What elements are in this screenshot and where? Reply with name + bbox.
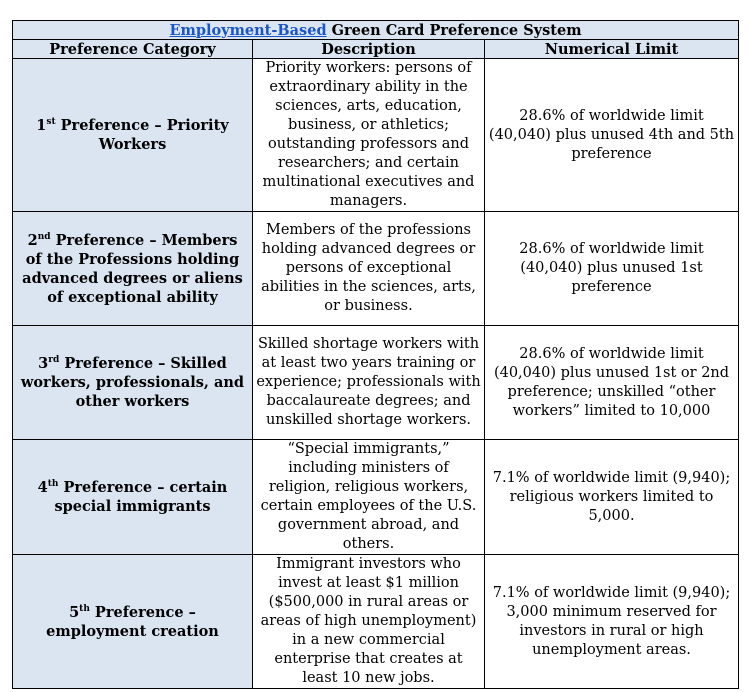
table-title — [13, 21, 739, 40]
category-label: Preference – certain special immigrants — [54, 479, 228, 515]
table-title-row — [13, 21, 739, 40]
table-row — [13, 555, 739, 689]
category-number: 5 — [69, 603, 80, 621]
category-label: Preference – employment creation — [46, 603, 219, 640]
preference-category-cell — [13, 212, 253, 326]
table-title-text: Green Card Preference System — [326, 21, 582, 39]
description-cell: Immigrant investors who invest at least $1 million ($500,000 in rural areas or areas of high unemployment) in a new commercial enterprise that creates at least 10 new jobs. — [253, 555, 485, 689]
table-row — [13, 59, 739, 212]
numerical-limit-cell: 28.6% of worldwide limit (40,040) plus unused 1st or 2nd preference; unskilled “other workers” limited to 10,000 — [485, 326, 739, 440]
description-cell: Priority workers: persons of extraordinary ability in the sciences, arts, education, business, or athletics; outstanding professors and researchers; and certain multinational executives and managers. — [253, 59, 485, 212]
table-row — [13, 326, 739, 440]
category-ordinal: th — [79, 603, 90, 614]
numerical-limit-cell: 7.1% of worldwide limit (9,940); 3,000 minimum reserved for investors in rural or high unemployment areas. — [485, 555, 739, 689]
employment-based-link[interactable]: Employment-Based — [169, 21, 327, 39]
category-number: 2 — [27, 231, 38, 249]
table-row — [13, 212, 739, 326]
category-label: Preference – Priority Workers — [55, 117, 229, 153]
preference-table — [12, 20, 739, 689]
preference-category-cell — [13, 555, 253, 689]
category-number: 1 — [36, 117, 47, 134]
table-header-row — [13, 40, 739, 59]
description-cell: “Special immigrants,” including ministers of religion, religious workers, certain employees of the U.S. government abroad, and others. — [253, 440, 485, 555]
category-number: 3 — [38, 355, 49, 372]
header-numerical-limit: Numerical Limit — [485, 40, 739, 59]
header-description: Description — [253, 40, 485, 59]
preference-category-cell — [13, 326, 253, 440]
numerical-limit-cell: 7.1% of worldwide limit (9,940); religious workers limited to 5,000. — [485, 440, 739, 555]
numerical-limit-cell: 28.6% of worldwide limit (40,040) plus unused 1st preference — [485, 212, 739, 326]
category-label: Preference – Skilled workers, professionals, and other workers — [20, 355, 245, 410]
category-ordinal: st — [46, 117, 56, 128]
numerical-limit-cell: 28.6% of worldwide limit (40,040) plus unused 4th and 5th preference — [485, 59, 739, 212]
description-cell: Skilled shortage workers with at least two years training or experience; professionals with baccalaureate degrees; and unskilled shortage workers. — [253, 326, 485, 440]
table-row — [13, 440, 739, 555]
header-preference-category: Preference Category — [13, 40, 253, 59]
description-cell: Members of the professions holding advanced degrees or persons of exceptional abilities in the sciences, arts, or business. — [253, 212, 485, 326]
category-label: Preference – Members of the Professions holding advanced degrees or aliens of exceptional ability — [22, 231, 243, 306]
preference-table-container — [12, 20, 739, 689]
category-ordinal: nd — [37, 231, 51, 242]
preference-category-cell — [13, 440, 253, 555]
category-number: 4 — [37, 479, 48, 496]
category-ordinal: th — [47, 479, 59, 490]
preference-category-cell — [13, 59, 253, 212]
category-ordinal: rd — [48, 355, 60, 366]
